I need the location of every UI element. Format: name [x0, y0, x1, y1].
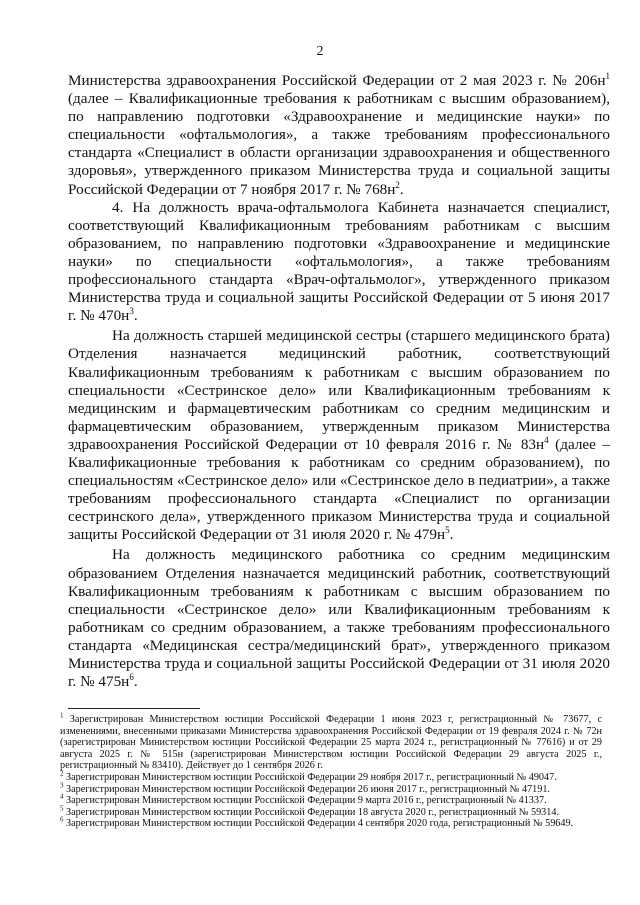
footnote-2 — [60, 769, 602, 784]
footnote-number: 5 — [60, 804, 64, 813]
footnote-number: 6 — [60, 815, 64, 824]
footnote-ref-1: 1 — [605, 70, 610, 81]
paragraph-4-text: На должность медицинского работника со средним медицинским образованием Отделения назначается медицинский работник, соответствующий Квалификационным требованиям к работникам с высшим образованием по специальности «Сестринское дело» или Квалификационным требованиям к работникам со средним образованием, а также требованиям профессионального стандарта «Медицинская сестра/медицинский брат», утвержденного приказом Министерства труда и социальной защиты Российской Федерации от 31 июля 2020 г. № 475н — [68, 546, 610, 691]
footnote-divider — [68, 708, 200, 709]
footnote-ref-6: 6 — [129, 672, 134, 683]
paragraph-4 — [68, 546, 610, 691]
paragraph-3 — [68, 327, 610, 544]
footnote-1 — [60, 711, 602, 772]
footnote-number: 1 — [60, 711, 64, 720]
paragraph-3-text-cont: (далее – Квалификационные требования к работникам со средним образованием), по специальностям «Сестринское дело» или «Сестринское дело в педиатрии», а также требованиям профессионального стандарта «Специалист по организации сестринского дела», утвержденного приказом Министерства труда и социальной защиты Российской Федерации от 31 июля 2020 г. № 479н — [68, 435, 610, 544]
footnote-ref-5: 5 — [445, 525, 450, 536]
paragraph-2-end: . — [133, 307, 138, 325]
paragraph-1-end: . — [399, 180, 404, 198]
paragraph-2 — [68, 199, 610, 326]
footnote-text: Зарегистрирован Министерством юстиции Российской Федерации 18 августа 2020 г., регистрационный № 59314. — [63, 806, 559, 818]
footnote-3 — [60, 781, 602, 796]
footnote-ref-3: 3 — [129, 306, 134, 317]
footnote-number: 2 — [60, 769, 64, 778]
paragraph-4-end: . — [133, 673, 138, 691]
footnote-6 — [60, 815, 602, 830]
footnote-text: Зарегистрирован Министерством юстиции Российской Федерации 4 сентября 2020 года, регистрационный № 59649. — [63, 818, 574, 830]
paragraph-3-text: На должность старшей медицинской сестры (старшего медицинского брата) Отделения назначается медицинский работник, соответствующий Квалификационным требованиям к работникам с высшим образованием по специальности «Сестринское дело» или Квалификационным требованиям к медицинским и фармацевтическим работникам со средним медицинским и фармацевтическим образованием, утвержденным приказом Министерства здравоохранения Российской Федерации от 10 февраля 2016 г. № 83н — [68, 327, 610, 453]
footnotes-section — [60, 711, 602, 830]
footnote-4 — [60, 792, 602, 807]
footnote-text: Зарегистрирован Министерством юстиции Российской Федерации 9 марта 2016 г., регистрационный № 41337. — [63, 795, 547, 807]
footnote-number: 4 — [60, 792, 64, 801]
footnote-text: Зарегистрирован Министерством юстиции Российской Федерации 1 июня 2023 г, регистрационный № 73677, с изменениями, внесенными приказами Министерства здравоохранения Российской Федерации от 19 февраля 2024 г. № 72н (зарегистрирован Министерством юстиции Российской Федерации 25 марта 2024 г., регистрационный № 77616) и от 29 августа 2025 г. № 515н (зарегистрирован Министерством юстиции Российской Федерации 29 августа 2025 г., регистрационный № 83410). Действует до 1 сентября 2026 г. — [60, 714, 602, 772]
page-number: 2 — [316, 44, 324, 59]
document-body — [68, 72, 610, 691]
paragraph-1-text: Министерства здравоохранения Российской Федерации от 2 мая 2023 г. № 206н — [68, 72, 606, 89]
footnote-text: Зарегистрирован Министерством юстиции Российской Федерации 26 июня 2017 г., регистрационный № 47191. — [63, 783, 550, 795]
paragraph-3-end: . — [449, 526, 454, 544]
footnote-ref-2: 2 — [395, 179, 400, 190]
footnote-ref-4: 4 — [544, 434, 549, 445]
footnote-5 — [60, 804, 602, 819]
paragraph-2-text: 4. На должность врача-офтальмолога Кабинета назначается специалист, соответствующий Квалификационным требованиям работникам с высшим образованием, по направлению подготовки «Здравоохранение и медицинские науки» по специальности «офтальмология», а также требованиям профессионального стандарта «Врач-офтальмолог», утвержденного приказом Министерства труда и социальной защиты Российской Федерации от 5 июня 2017 г. № 470н — [68, 198, 610, 325]
paragraph-1-text-cont: (далее – Квалификационные требования к работникам с высшим образованием), по направлению подготовки «Здравоохранение и медицинские науки» по специальности «офтальмология», а также требованиям профессионального стандарта «Специалист в области организации здравоохранения и общественного здоровья», утвержденного приказом Министерства труда и социальной защиты Российской Федерации от 7 ноября 2017 г. № 768н — [68, 90, 610, 198]
paragraph-1 — [68, 72, 610, 199]
footnote-number: 3 — [60, 781, 64, 790]
footnote-text: Зарегистрирован Министерством юстиции Российской Федерации 29 ноября 2017 г., регистрационный № 49047. — [63, 771, 557, 783]
